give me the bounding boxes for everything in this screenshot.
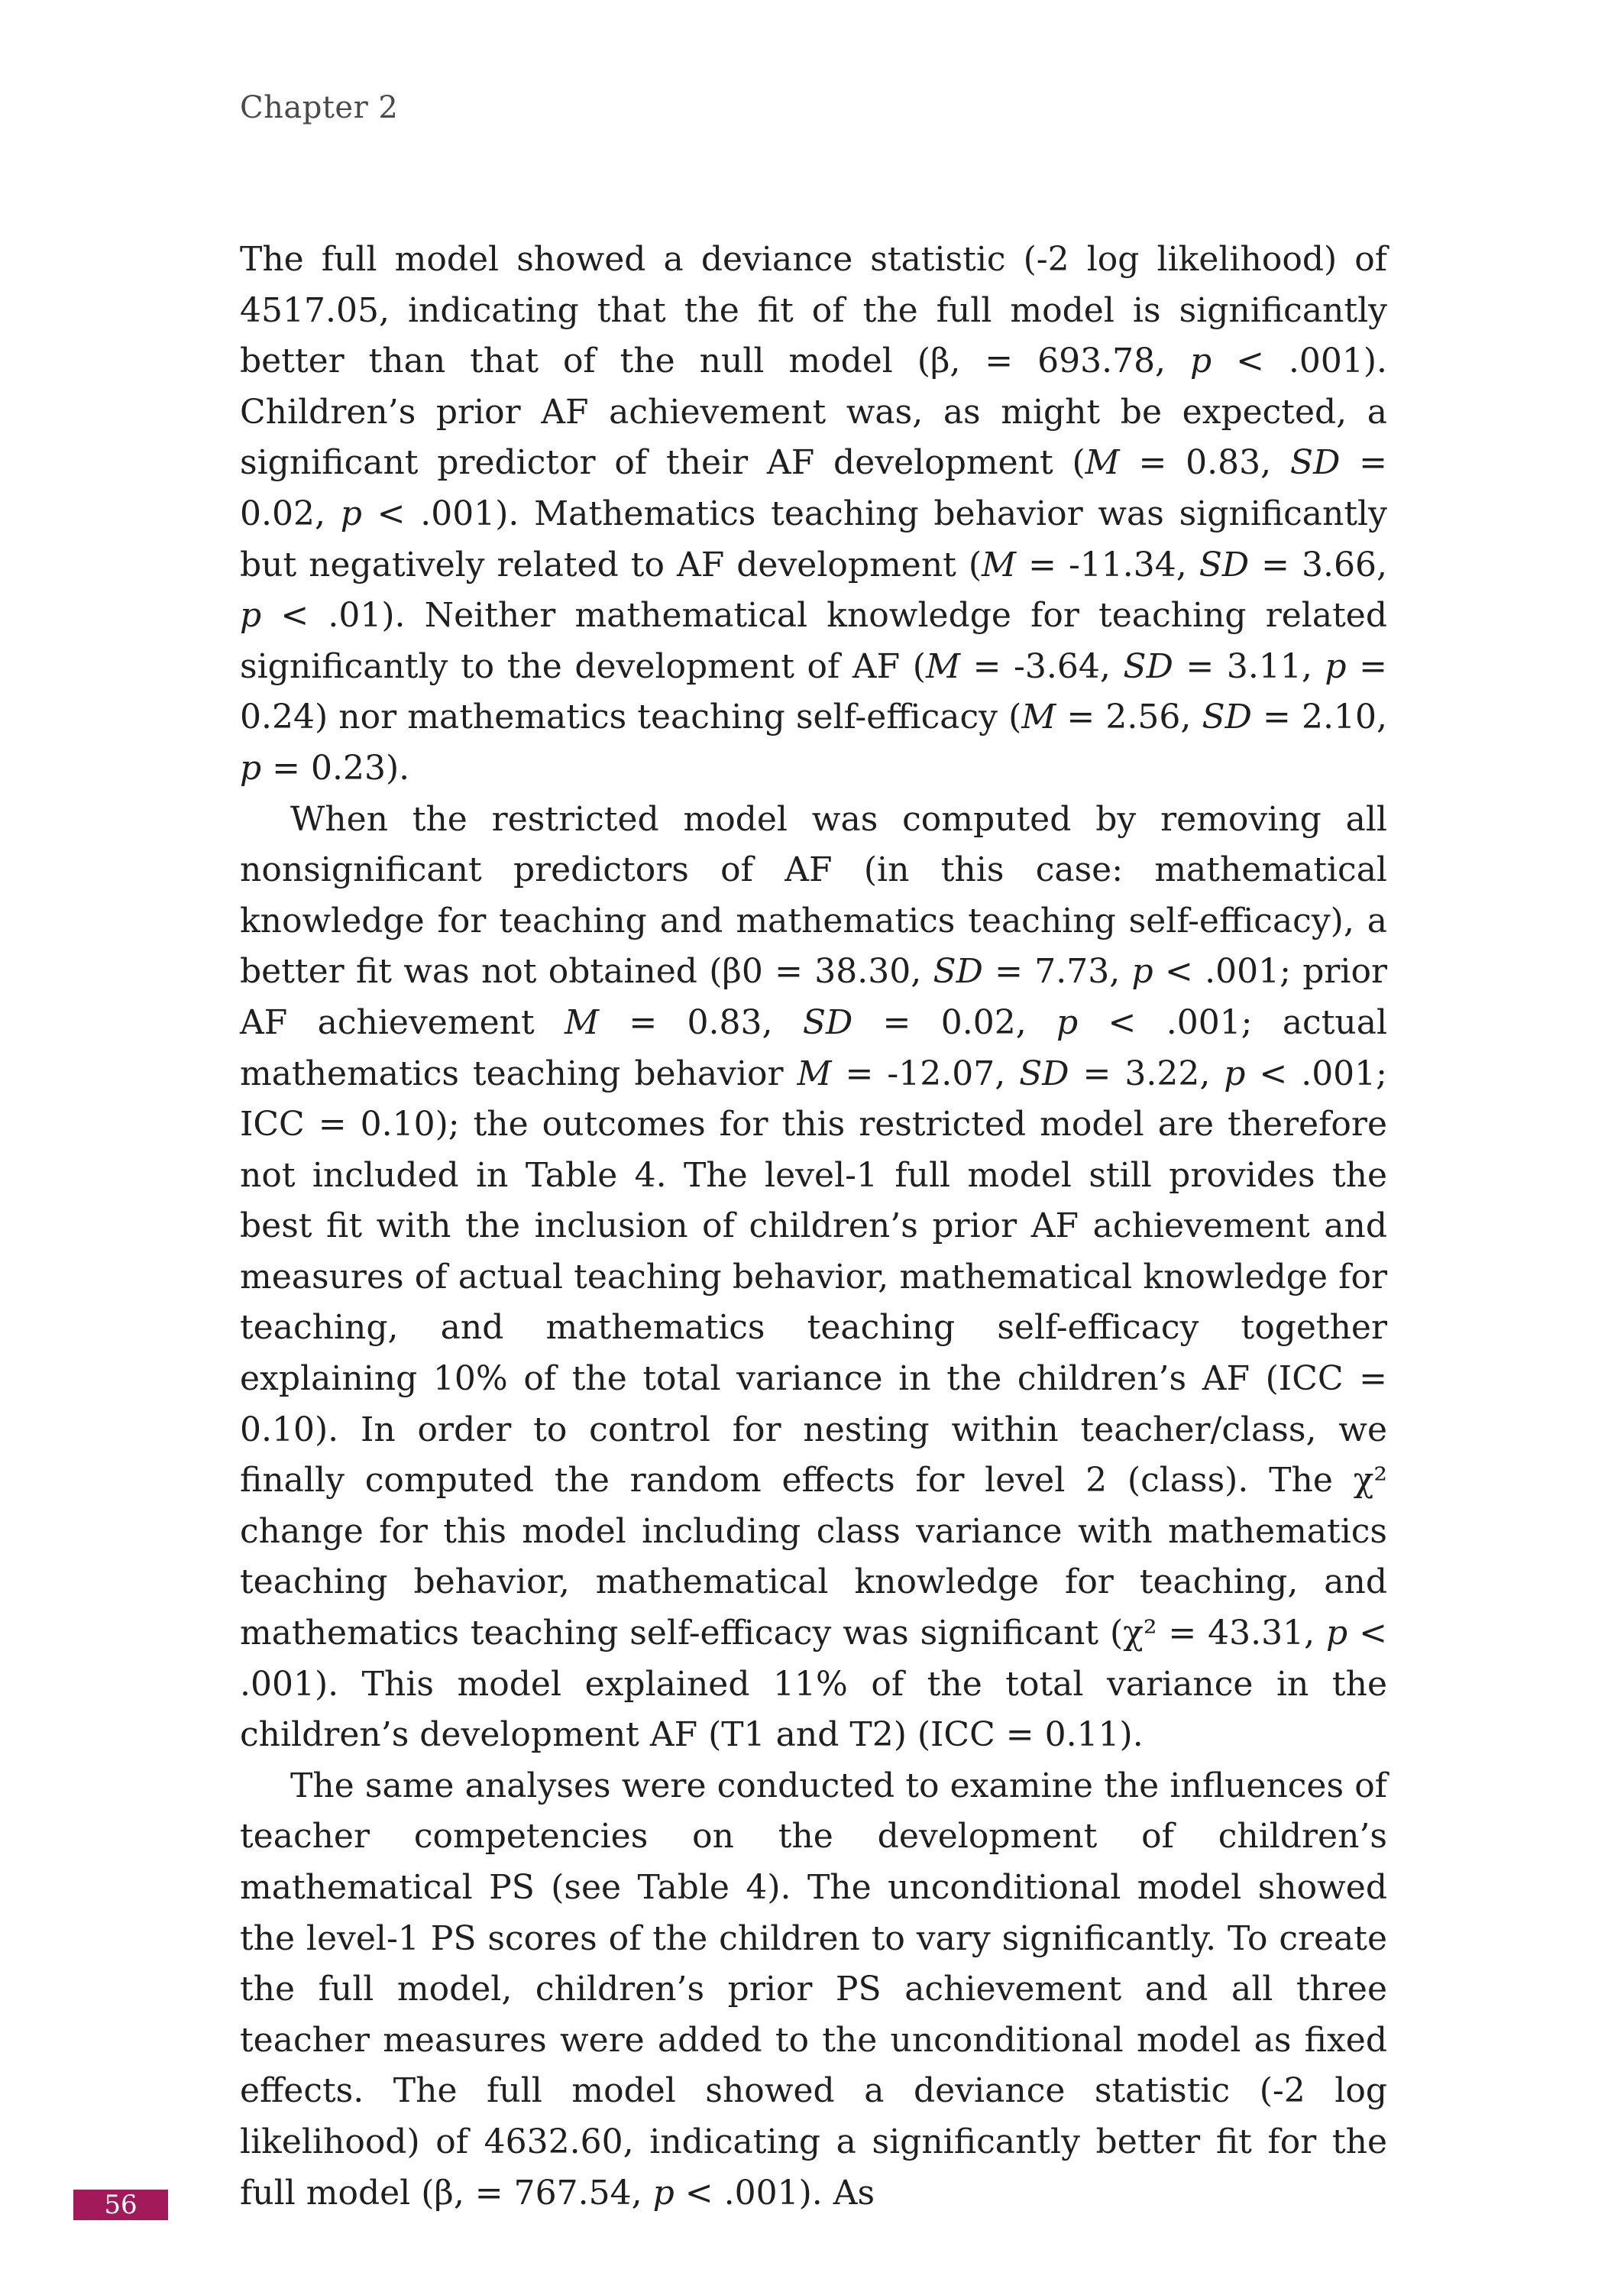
italic-symbol: p bbox=[1056, 1002, 1079, 1042]
italic-symbol: p bbox=[240, 596, 262, 636]
italic-symbol: M bbox=[925, 646, 960, 686]
italic-symbol: M bbox=[1021, 698, 1056, 737]
italic-symbol: SD bbox=[802, 1002, 853, 1042]
paragraph bbox=[240, 235, 1387, 795]
text-run: < .001; prior AF achievement bbox=[240, 952, 1387, 1042]
text-run: = -12.07, bbox=[831, 1054, 1020, 1093]
text-run: = 3.11, bbox=[1173, 646, 1325, 686]
text-run: < .001). Children’s prior AF achievement was, as might be expected, a significant predictor of their AF development ( bbox=[240, 342, 1387, 483]
body-text bbox=[240, 235, 1387, 2219]
italic-symbol: p bbox=[1326, 1614, 1348, 1653]
italic-symbol: SD bbox=[933, 952, 983, 992]
text-run: The same analyses were conducted to examine the influences of teacher competencies on the development of children’s mathematical PS (see Table 4). The unconditional model showed the level-1 PS scores of the children to vary significantly. To create the full model, children’s prior PS achievement and all three teacher measures were added to the unconditional model as fixed effects. The full model showed a deviance statistic (-2 log likelihood) of 4632.60, indicating a significantly better fit for the full model (β, = 767.54, bbox=[240, 1766, 1387, 2213]
italic-symbol: M bbox=[564, 1002, 600, 1042]
italic-symbol: p bbox=[1131, 952, 1153, 992]
italic-symbol: p bbox=[652, 2173, 675, 2213]
italic-symbol: M bbox=[797, 1054, 832, 1093]
text-run: < .001; actual mathematics teaching behavior bbox=[240, 1002, 1388, 1093]
text-run: < .001). As bbox=[674, 2173, 875, 2213]
text-run: = 0.24) nor mathematics teaching self-efficacy ( bbox=[240, 646, 1388, 737]
italic-symbol: p bbox=[340, 494, 362, 533]
italic-symbol: p bbox=[240, 748, 262, 788]
text-run: < .01). Neither mathematical knowledge for teaching related significantly to the development of AF ( bbox=[240, 596, 1387, 686]
text-run: = 3.66, bbox=[1249, 545, 1387, 584]
paragraph bbox=[240, 1761, 1387, 2219]
italic-symbol: SD bbox=[1289, 443, 1341, 483]
italic-symbol: M bbox=[1085, 443, 1120, 483]
text-run: = 2.56, bbox=[1056, 698, 1202, 737]
italic-symbol: p bbox=[1325, 646, 1347, 686]
italic-symbol: SD bbox=[1202, 698, 1252, 737]
text-run: = 0.83, bbox=[1119, 443, 1290, 483]
text-run: = 0.02, bbox=[240, 443, 1388, 533]
italic-symbol: SD bbox=[1019, 1054, 1069, 1093]
text-run: = 7.73, bbox=[982, 952, 1132, 992]
text-run: = 0.02, bbox=[852, 1002, 1057, 1042]
italic-symbol: p bbox=[1189, 342, 1212, 381]
text-run: < .001). This model explained 11% of the total variance in the children’s development AF (T1 and T2) (ICC = 0.11). bbox=[240, 1614, 1387, 1755]
italic-symbol: p bbox=[1224, 1054, 1246, 1093]
text-run: = -3.64, bbox=[960, 646, 1124, 686]
italic-symbol: SD bbox=[1199, 545, 1250, 584]
text-run: < .001; ICC = 0.10); the outcomes for this restricted model are therefore not included in Table 4. The level-1 full model still provides the best fit with the inclusion of children’s prior AF achievement and measures of actual teaching behavior, mathematical knowledge for teaching, and mathematics teaching self-efficacy together explaining 10% of the total variance in the children’s AF (ICC = 0.10). In order to control for nesting within teacher/class, we finally computed the random effects for level 2 (class). The χ² change for this model including class variance with mathematics teaching behavior, mathematical knowledge for teaching, and mathematics teaching self-efficacy was significant (χ² = 43.31, bbox=[240, 1054, 1387, 1653]
italic-symbol: M bbox=[982, 545, 1017, 584]
text-run: = 3.22, bbox=[1069, 1054, 1224, 1093]
text-run: = 2.10, bbox=[1251, 698, 1388, 737]
running-head: Chapter 2 bbox=[240, 90, 399, 125]
text-run: When the restricted model was computed by removing all nonsignificant predictors of AF (in this case: mathematical knowledge for teaching and mathematics teaching self-efficacy), a better fit was not obtained (β0 = 38.30, bbox=[240, 799, 1387, 992]
paragraph bbox=[240, 795, 1387, 1761]
text-run: The full model showed a deviance statistic (-2 log likelihood) of 4517.05, indicating that the fit of the full model is significantly better than that of the null model (β, = 693.78, bbox=[240, 240, 1387, 381]
text-run: = 0.83, bbox=[599, 1002, 803, 1042]
text-run: < .001). Mathematics teaching behavior was significantly but negatively related to AF development ( bbox=[240, 494, 1387, 584]
italic-symbol: SD bbox=[1123, 646, 1173, 686]
page-number: 56 bbox=[73, 2190, 168, 2220]
text-run: = -11.34, bbox=[1016, 545, 1199, 584]
text-run: = 0.23). bbox=[261, 748, 410, 788]
